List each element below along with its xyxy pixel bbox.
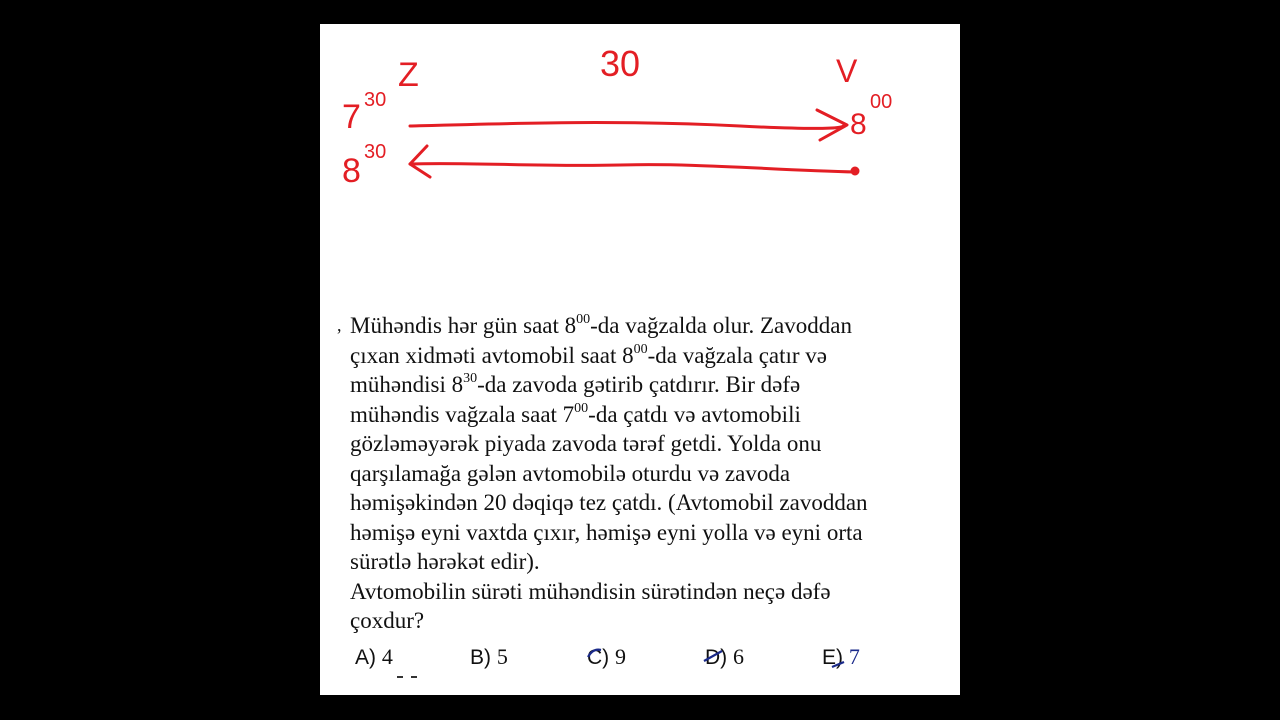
time-depart-hour: 7 — [342, 98, 361, 136]
answer-options — [355, 644, 955, 674]
problem-line: həmişə eyni vaxtda çıxır, həmişə eyni yolla və eyni orta — [350, 519, 863, 545]
arrow-to-station — [410, 123, 845, 129]
time-return-hour: 8 — [342, 152, 361, 190]
arrow-to-factory — [410, 164, 856, 172]
answer-e: E) 7 — [822, 644, 860, 669]
label-station: V — [836, 53, 858, 89]
problem-line: qarşılamağa gələn avtomobilə oturdu və zavoda — [350, 460, 791, 486]
answer-c: C) 9 — [587, 644, 627, 669]
question-line: Avtomobilin sürəti mühəndisin sürətindən neçə dəfə — [350, 578, 831, 604]
bullet-mark: , — [337, 315, 342, 335]
problem-line: Mühəndis hər gün saat $8^{00}-da$ vağzalda olur. Zavoddan — [350, 312, 852, 338]
problem-line: mühəndisi $8^{30}-da$ zavoda gətirib çatdırır. Bir dəfə — [350, 371, 801, 397]
stray-mark — [397, 676, 403, 678]
problem-line: həmişəkindən 20 dəqiqə tez çatdı. (Avtomobil zavoddan — [350, 490, 868, 515]
problem-line: gözləməyərək piyada zavoda tərəf getdi. Yolda onu — [350, 431, 822, 456]
answer-d: D) 6 — [705, 644, 744, 670]
handwritten-diagram — [320, 24, 960, 244]
question-line: çoxdur? — [350, 608, 425, 633]
time-arrive-hour: 8 — [850, 108, 867, 141]
answer-a: A) 4 — [355, 644, 393, 669]
time-arrive-min: 00 — [870, 91, 893, 113]
label-factory: Z — [398, 56, 419, 94]
document-page — [320, 24, 960, 695]
answer-b: B) 5 — [470, 644, 508, 669]
problem-line: sürətlə hərəkət edir). — [350, 549, 540, 574]
problem-line: mühəndis vağzala saat $7^{00}-da$ çatdı və avtomobili — [350, 400, 801, 427]
distance-label: 30 — [600, 43, 641, 84]
problem-text — [337, 311, 950, 636]
time-return-min: 30 — [364, 141, 387, 163]
time-depart-min: 30 — [364, 89, 387, 111]
stray-mark — [411, 676, 417, 678]
problem-line: çıxan xidməti avtomobil saat $8^{00}-da$ vağzala çatır və — [350, 341, 828, 368]
